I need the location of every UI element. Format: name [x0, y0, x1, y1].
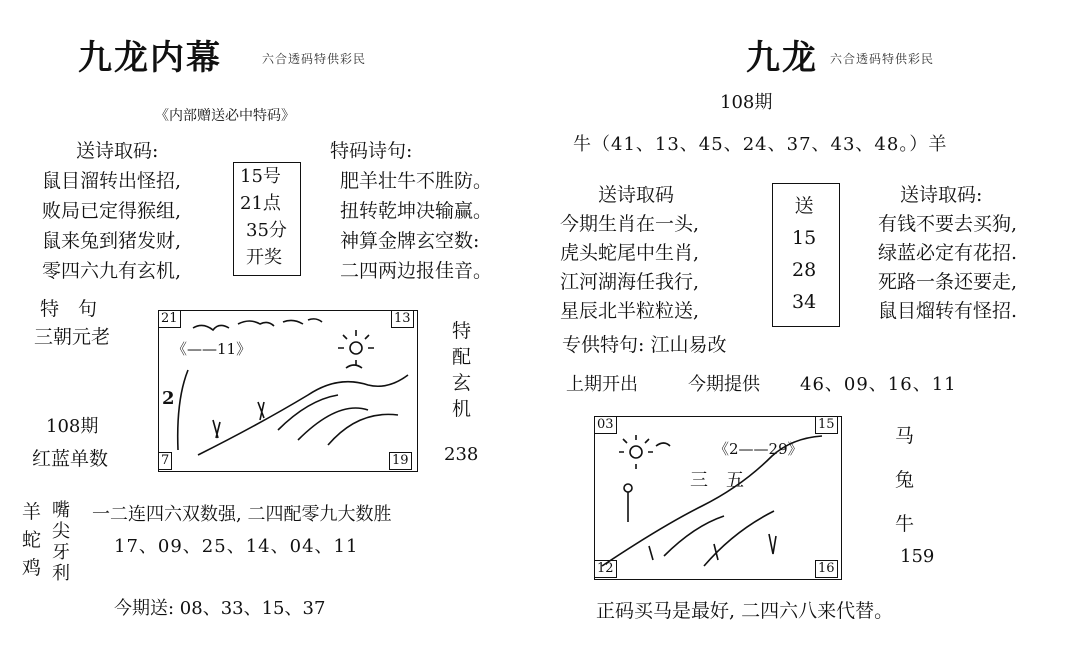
odd-even-hint: 红蓝单数	[32, 448, 109, 470]
zodiac-rooster: 鸡	[22, 557, 42, 579]
poem-line: 败局已定得猴组,	[42, 200, 182, 222]
poem-line: 绿蓝必定有花招.	[878, 242, 1018, 264]
corner-bottom-right: 19	[389, 452, 412, 470]
poem-line: 零四六九有玄机,	[42, 260, 182, 282]
schedule-hour: 21点	[240, 193, 281, 214]
left-side-num: 2	[162, 388, 175, 409]
draw-schedule	[240, 163, 287, 271]
left-vertical-hint	[452, 318, 471, 422]
offer-label: 今期提供	[688, 374, 760, 395]
schedule-open: 开奖	[246, 247, 282, 268]
right-numbers-line: 牛（41、13、45、24、37、43、48。）羊	[573, 134, 948, 155]
special-heading: 特 句	[40, 298, 98, 320]
schedule-minute: 35分	[246, 220, 287, 241]
right-period: 108期	[720, 92, 773, 113]
corner-top-right: 15	[815, 416, 838, 434]
poem-line: 鼠目溜转出怪招,	[42, 170, 182, 192]
left-arrow-note: 《——11》	[172, 340, 252, 358]
last-draw-label: 上期开出	[566, 374, 638, 395]
poem-line: 二四两边报佳音。	[340, 260, 493, 282]
poem-line: 死路一条还要走,	[878, 271, 1018, 293]
right-poem-b-heading: 送诗取码:	[900, 184, 983, 206]
trait-char: 嘴	[52, 500, 70, 521]
right-poem-a-heading: 送诗取码	[598, 184, 675, 206]
vertical-char: 配	[452, 346, 472, 368]
corner-bottom-right: 16	[815, 560, 838, 578]
right-special-phrase: 专供特句: 江山易改	[562, 334, 727, 356]
right-sketch	[594, 416, 842, 580]
poem-line: 扭转乾坤决输赢。	[340, 200, 493, 222]
left-tagline: 《内部赠送必中特码》	[155, 108, 295, 124]
corner-top-right: 13	[391, 310, 414, 328]
vertical-char: 牛	[895, 513, 915, 535]
vertical-char: 兔	[895, 469, 915, 491]
poem-line: 虎头蛇尾中生肖,	[560, 242, 700, 264]
left-numbers-line: 17、09、25、14、04、11	[114, 536, 359, 557]
vertical-char: 机	[452, 398, 472, 420]
zodiac-snake: 蛇	[22, 529, 42, 551]
right-vertical-num: 159	[900, 546, 935, 567]
send-numbers	[792, 190, 816, 318]
send-number: 28	[792, 259, 817, 281]
schedule-number: 15号	[240, 166, 281, 187]
right-title-sub: 六合透码特供彩民	[830, 52, 935, 66]
send-number: 15	[792, 227, 817, 249]
right-title: 九龙	[746, 38, 818, 78]
left-period: 108期	[46, 416, 99, 437]
right-poem-b	[878, 210, 1017, 326]
trait-column	[52, 500, 70, 584]
corner-top-left: 21	[158, 310, 181, 328]
left-poem-a-heading: 送诗取码:	[76, 140, 159, 162]
right-footer: 正码买马是最好, 二四六八来代替。	[596, 600, 894, 622]
poem-line: 肥羊壮牛不胜防。	[340, 170, 493, 192]
special-phrase: 三朝元老	[34, 326, 111, 348]
corner-bottom-left: 7	[158, 452, 172, 470]
offer-numbers: 46、09、16、11	[800, 374, 957, 395]
poem-line: 鼠来兔到猪发财,	[42, 230, 182, 252]
right-arrow-note: 《2——29》	[714, 440, 803, 458]
left-poem-b	[340, 166, 492, 286]
trait-char: 利	[52, 563, 70, 584]
vertical-char: 玄	[452, 372, 472, 394]
zodiac-sheep: 羊	[22, 501, 42, 523]
left-vertical-num: 238	[444, 444, 479, 465]
trait-char: 尖	[52, 521, 70, 542]
corner-bottom-left: 12	[594, 560, 617, 578]
poem-line: 江河湖海任我行,	[560, 271, 700, 293]
send-label: 送	[794, 195, 814, 217]
left-sketch	[158, 310, 418, 472]
left-title-sub: 六合透码特供彩民	[262, 52, 367, 66]
poem-line: 星辰北半粒粒送,	[560, 300, 700, 322]
send-number: 34	[792, 291, 817, 313]
corner-top-left: 03	[594, 416, 617, 434]
left-title: 九龙内幕	[78, 38, 222, 78]
zodiac-column	[22, 498, 41, 582]
poem-line: 鼠目熘转有怪招.	[878, 300, 1018, 322]
vertical-char: 特	[452, 320, 472, 342]
poem-line: 有钱不要去买狗,	[878, 213, 1018, 235]
right-vertical-hint	[895, 414, 914, 546]
poem-line: 今期生肖在一头,	[560, 213, 700, 235]
today-send: 今期送: 08、33、15、37	[114, 598, 326, 619]
left-poem-b-heading: 特码诗句:	[330, 140, 413, 162]
trait-char: 牙	[52, 542, 70, 563]
left-poem-a	[42, 166, 181, 286]
vertical-char: 马	[895, 425, 915, 447]
poem-line: 神算金牌玄空数:	[340, 230, 480, 252]
right-poem-a	[560, 210, 699, 326]
right-picture-chars: 三 五	[690, 470, 744, 491]
strong-line: 一二连四六双数强, 二四配零九大数胜	[92, 504, 392, 525]
